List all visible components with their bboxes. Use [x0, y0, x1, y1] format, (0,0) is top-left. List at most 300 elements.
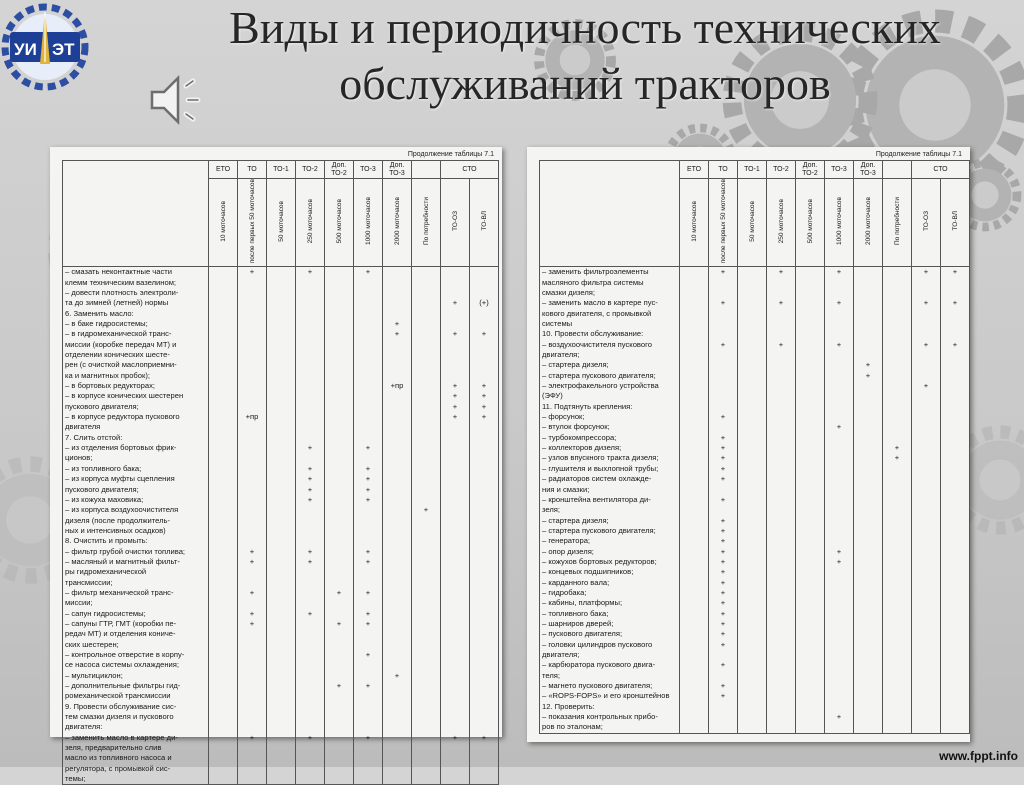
row-mark: + [354, 733, 383, 743]
row-mark [796, 722, 825, 733]
row-mark [883, 629, 912, 639]
row-mark [267, 671, 296, 681]
row-mark [825, 619, 854, 629]
row-mark [941, 722, 970, 733]
row-mark [296, 588, 325, 598]
row-mark [325, 443, 354, 453]
row-mark [296, 319, 325, 329]
row-mark [267, 691, 296, 701]
row-mark [209, 671, 238, 681]
row-mark [441, 485, 470, 495]
row-mark [854, 278, 883, 288]
row-mark [325, 485, 354, 495]
row-mark: + [441, 391, 470, 401]
row-mark [238, 712, 267, 722]
row-mark [296, 526, 325, 536]
sub-header: 1000 моточасов [825, 179, 854, 267]
row-mark: + [470, 381, 499, 391]
row-mark [412, 722, 441, 732]
row-mark [796, 578, 825, 588]
row-mark [441, 340, 470, 350]
row-mark [267, 381, 296, 391]
row-mark [883, 495, 912, 505]
row-description: миссии; [63, 598, 209, 608]
row-mark [325, 733, 354, 743]
row-mark [325, 660, 354, 670]
row-mark [912, 702, 941, 712]
row-mark [267, 733, 296, 743]
row-mark [912, 391, 941, 401]
row-description: ских шестерен; [63, 640, 209, 650]
row-mark [854, 340, 883, 350]
sub-header: 10 моточасов [680, 179, 709, 267]
table-row [540, 340, 970, 350]
row-mark [441, 474, 470, 484]
row-mark [325, 753, 354, 763]
row-mark [738, 557, 767, 567]
row-mark [883, 681, 912, 691]
row-description: 8. Очистить и промыть: [63, 536, 209, 546]
institute-logo [2, 2, 88, 92]
row-mark [941, 516, 970, 526]
row-mark [238, 381, 267, 391]
table-row [63, 609, 499, 619]
row-mark [738, 505, 767, 515]
row-mark [238, 298, 267, 308]
row-mark [267, 288, 296, 298]
row-mark [412, 516, 441, 526]
row-mark [883, 536, 912, 546]
row-description: – турбокомпрессора; [540, 433, 680, 443]
row-mark [267, 433, 296, 443]
row-mark [441, 712, 470, 722]
row-mark [267, 485, 296, 495]
table-row [540, 464, 970, 474]
row-mark: + [709, 609, 738, 619]
row-mark: + [238, 588, 267, 598]
row-mark [238, 681, 267, 691]
row-mark [238, 702, 267, 712]
row-mark [825, 288, 854, 298]
row-mark [738, 278, 767, 288]
row-mark [325, 412, 354, 422]
row-mark [209, 547, 238, 557]
row-mark [383, 598, 412, 608]
row-mark [412, 702, 441, 712]
row-mark [796, 422, 825, 432]
row-mark [267, 536, 296, 546]
row-description: – шарниров дверей; [540, 619, 680, 629]
row-mark [854, 722, 883, 733]
row-mark [209, 381, 238, 391]
row-mark [325, 474, 354, 484]
row-mark [680, 433, 709, 443]
row-mark [383, 753, 412, 763]
row-mark [854, 505, 883, 515]
table-row [540, 474, 970, 484]
row-mark [767, 536, 796, 546]
row-mark: + [354, 474, 383, 484]
row-mark: + [767, 340, 796, 350]
row-mark [267, 340, 296, 350]
row-mark: + [296, 609, 325, 619]
row-mark [296, 402, 325, 412]
row-mark [825, 588, 854, 598]
row-mark [325, 516, 354, 526]
row-mark [325, 702, 354, 712]
row-mark [267, 774, 296, 785]
row-mark [941, 329, 970, 339]
row-mark [680, 660, 709, 670]
row-mark [680, 453, 709, 463]
row-description: – из корпуса воздухоочистителя [63, 505, 209, 515]
row-mark [267, 640, 296, 650]
row-mark [854, 474, 883, 484]
row-description: – головки цилиндров пускового [540, 640, 680, 650]
row-mark [238, 278, 267, 288]
row-mark [441, 267, 470, 278]
row-mark: + [912, 340, 941, 350]
row-mark [296, 298, 325, 308]
row-mark: + [709, 453, 738, 463]
row-description: ционов; [63, 453, 209, 463]
row-mark [680, 278, 709, 288]
row-mark [680, 588, 709, 598]
row-mark [796, 567, 825, 577]
row-mark [941, 443, 970, 453]
row-mark [796, 391, 825, 401]
table-row [63, 743, 499, 753]
row-mark [854, 557, 883, 567]
table-row [63, 474, 499, 484]
row-mark [238, 660, 267, 670]
row-mark [354, 288, 383, 298]
row-mark: + [238, 547, 267, 557]
row-mark [354, 671, 383, 681]
row-mark [441, 547, 470, 557]
row-mark: + [354, 443, 383, 453]
row-mark [412, 453, 441, 463]
row-mark [738, 381, 767, 391]
row-mark [296, 381, 325, 391]
row-mark [325, 557, 354, 567]
row-mark [470, 609, 499, 619]
row-mark [941, 578, 970, 588]
row-mark [796, 609, 825, 619]
table-row [63, 681, 499, 691]
row-description: зеля; [540, 505, 680, 515]
row-mark [354, 702, 383, 712]
row-mark [825, 278, 854, 288]
row-mark [912, 671, 941, 681]
row-mark [767, 422, 796, 432]
table-row [540, 278, 970, 288]
row-mark [470, 774, 499, 785]
row-description: дизеля (после продолжитель- [63, 516, 209, 526]
row-mark [267, 609, 296, 619]
row-mark [267, 743, 296, 753]
maintenance-table-right [539, 160, 970, 734]
row-mark [354, 578, 383, 588]
row-mark: + [709, 340, 738, 350]
table-row [63, 402, 499, 412]
row-mark [296, 433, 325, 443]
row-mark [325, 722, 354, 732]
row-mark [441, 702, 470, 712]
row-mark [412, 774, 441, 785]
row-mark [941, 640, 970, 650]
row-description: – дополнительные фильтры гид- [63, 681, 209, 691]
row-mark [767, 557, 796, 567]
row-mark [883, 712, 912, 722]
row-mark [854, 681, 883, 691]
row-mark [267, 753, 296, 763]
row-mark [296, 350, 325, 360]
row-mark [209, 340, 238, 350]
row-mark [854, 412, 883, 422]
row-mark [854, 319, 883, 329]
table-row [540, 567, 970, 577]
row-mark [209, 536, 238, 546]
row-mark [796, 298, 825, 308]
row-mark [738, 474, 767, 484]
row-mark [709, 712, 738, 722]
row-mark [709, 422, 738, 432]
row-mark [354, 567, 383, 577]
row-mark: + [354, 267, 383, 278]
row-mark [767, 319, 796, 329]
row-mark [383, 474, 412, 484]
sub-header: 1000 моточасов [354, 179, 383, 267]
row-mark [796, 309, 825, 319]
row-mark [883, 691, 912, 701]
row-mark [238, 453, 267, 463]
table-row [540, 640, 970, 650]
row-mark [325, 319, 354, 329]
row-mark [796, 691, 825, 701]
row-mark [767, 391, 796, 401]
table-row [540, 691, 970, 701]
row-mark [854, 567, 883, 577]
row-mark [238, 309, 267, 319]
row-mark [238, 598, 267, 608]
row-mark [267, 474, 296, 484]
row-mark [941, 691, 970, 701]
row-mark [383, 526, 412, 536]
row-mark [296, 288, 325, 298]
row-mark [470, 516, 499, 526]
table-row [63, 340, 499, 350]
row-description: – карданного вала; [540, 578, 680, 588]
row-mark [912, 712, 941, 722]
row-mark [767, 691, 796, 701]
row-mark [825, 609, 854, 619]
row-mark [941, 391, 970, 401]
row-mark [825, 660, 854, 670]
row-mark [325, 691, 354, 701]
row-mark [296, 702, 325, 712]
row-mark [412, 443, 441, 453]
group-header: Доп. ТО-3 [854, 161, 883, 179]
row-mark [354, 516, 383, 526]
row-mark [296, 422, 325, 432]
row-mark [680, 381, 709, 391]
table-row [63, 578, 499, 588]
row-description: двигателя: [63, 722, 209, 732]
row-mark [441, 609, 470, 619]
row-mark: + [354, 609, 383, 619]
row-mark [209, 371, 238, 381]
row-mark [412, 309, 441, 319]
row-mark: + [470, 412, 499, 422]
row-description: – концевых подшипников; [540, 567, 680, 577]
row-mark [267, 660, 296, 670]
row-mark [209, 433, 238, 443]
group-header [412, 161, 441, 179]
row-mark [325, 536, 354, 546]
row-mark [238, 722, 267, 732]
row-mark [238, 495, 267, 505]
row-mark [209, 485, 238, 495]
row-mark [912, 547, 941, 557]
row-mark [383, 578, 412, 588]
row-mark [912, 619, 941, 629]
sub-header: ТО-ОЗ [912, 179, 941, 267]
row-mark [441, 567, 470, 577]
row-description: – стартера дизеля; [540, 516, 680, 526]
row-mark [941, 433, 970, 443]
row-mark [441, 743, 470, 753]
row-mark [412, 640, 441, 650]
row-mark [825, 464, 854, 474]
row-description: двигателя; [540, 650, 680, 660]
row-mark [941, 474, 970, 484]
row-mark: + [354, 619, 383, 629]
row-mark [738, 547, 767, 557]
row-mark [325, 671, 354, 681]
row-mark [383, 660, 412, 670]
row-mark [883, 660, 912, 670]
row-mark [412, 371, 441, 381]
row-mark [325, 309, 354, 319]
row-mark [738, 588, 767, 598]
row-mark [941, 412, 970, 422]
row-mark [680, 681, 709, 691]
row-mark [267, 588, 296, 598]
row-description: ния и смазки; [540, 485, 680, 495]
row-mark [441, 350, 470, 360]
row-mark [209, 412, 238, 422]
row-mark [296, 660, 325, 670]
row-mark [412, 681, 441, 691]
row-mark [738, 660, 767, 670]
row-mark [325, 774, 354, 785]
row-mark [470, 464, 499, 474]
row-mark [354, 640, 383, 650]
row-mark [296, 691, 325, 701]
row-mark [470, 371, 499, 381]
row-mark [796, 278, 825, 288]
row-mark [825, 702, 854, 712]
row-mark [796, 371, 825, 381]
row-mark [796, 671, 825, 681]
footer-site[interactable]: www.fppt.info [939, 749, 1018, 763]
table-row [63, 640, 499, 650]
row-mark [825, 474, 854, 484]
row-mark [912, 422, 941, 432]
sub-header: 250 моточасов [767, 179, 796, 267]
row-mark [238, 640, 267, 650]
row-mark [941, 547, 970, 557]
row-mark [825, 453, 854, 463]
row-mark: + [709, 588, 738, 598]
row-mark [738, 464, 767, 474]
row-mark: + [709, 619, 738, 629]
row-mark [941, 609, 970, 619]
row-description: темы; [63, 774, 209, 785]
row-mark: + [441, 402, 470, 412]
row-mark [441, 371, 470, 381]
row-mark [854, 516, 883, 526]
row-description: – форсунок; [540, 412, 680, 422]
row-mark [296, 360, 325, 370]
row-mark [825, 329, 854, 339]
row-mark [825, 722, 854, 733]
row-mark [883, 702, 912, 712]
row-mark [767, 360, 796, 370]
row-mark: + [709, 298, 738, 308]
row-mark [296, 598, 325, 608]
row-mark [412, 267, 441, 278]
row-description: – в корпусе конических шестерен [63, 391, 209, 401]
row-mark [767, 629, 796, 639]
row-mark [354, 402, 383, 412]
row-mark [738, 288, 767, 298]
row-mark [680, 485, 709, 495]
row-mark [912, 319, 941, 329]
row-description: 6. Заменить масло: [63, 309, 209, 319]
row-mark [354, 774, 383, 785]
row-mark [796, 516, 825, 526]
table-row [63, 691, 499, 701]
row-mark [680, 391, 709, 401]
row-mark [767, 350, 796, 360]
row-mark [738, 340, 767, 350]
row-mark [383, 764, 412, 774]
row-description: – мультициклон; [63, 671, 209, 681]
row-mark [412, 609, 441, 619]
sub-header: 10 моточасов [209, 179, 238, 267]
row-mark [912, 443, 941, 453]
row-mark [412, 629, 441, 639]
row-mark [883, 402, 912, 412]
row-mark [767, 712, 796, 722]
row-mark [209, 764, 238, 774]
row-description: – из корпуса муфты сцепления [63, 474, 209, 484]
row-mark [209, 660, 238, 670]
row-mark: + [354, 547, 383, 557]
row-mark [354, 691, 383, 701]
row-mark [354, 278, 383, 288]
row-mark [767, 371, 796, 381]
table-row [540, 671, 970, 681]
row-mark [854, 381, 883, 391]
row-mark: + [825, 298, 854, 308]
row-mark [325, 402, 354, 412]
row-mark [854, 712, 883, 722]
group-header: ТО-3 [354, 161, 383, 179]
row-mark [209, 567, 238, 577]
